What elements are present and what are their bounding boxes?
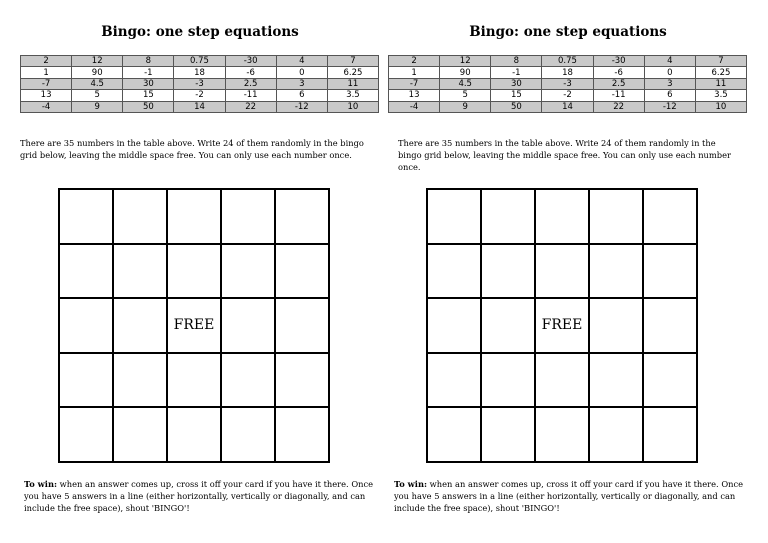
bingo-cell[interactable] xyxy=(167,244,221,299)
number-cell: -6 xyxy=(593,67,644,78)
number-cell: 18 xyxy=(174,67,225,78)
number-cell: -7 xyxy=(21,78,72,89)
bingo-cell[interactable] xyxy=(589,189,643,244)
number-cell: 7 xyxy=(327,56,378,67)
number-cell: 11 xyxy=(327,78,378,89)
win-text: when an answer comes up, cross it off your card if you have it there. Once you have 5 answers in a line (either horizontally, vertically or diagonally, and can include the free space), shout 'BINGO'! xyxy=(394,479,744,513)
bingo-cell[interactable] xyxy=(59,353,113,408)
bingo-cell[interactable] xyxy=(589,244,643,299)
number-cell: 6.25 xyxy=(327,67,378,78)
number-cell: 0.75 xyxy=(174,56,225,67)
number-cell: 3 xyxy=(644,78,695,89)
win-rules xyxy=(24,478,376,514)
bingo-cell[interactable] xyxy=(221,244,275,299)
bingo-cell[interactable] xyxy=(643,353,697,408)
bingo-cell[interactable] xyxy=(643,244,697,299)
number-cell: -11 xyxy=(593,90,644,101)
number-table-row xyxy=(21,78,379,89)
bingo-cell[interactable] xyxy=(643,407,697,462)
bingo-cell[interactable] xyxy=(481,189,535,244)
number-cell: 0 xyxy=(276,67,327,78)
number-cell: -2 xyxy=(542,90,593,101)
number-cell: 14 xyxy=(174,101,225,112)
number-cell: 2 xyxy=(21,56,72,67)
number-table-row xyxy=(21,56,379,67)
number-cell: 5 xyxy=(72,90,123,101)
bingo-cell[interactable] xyxy=(113,298,167,353)
number-cell: 4 xyxy=(276,56,327,67)
number-cell: 50 xyxy=(123,101,174,112)
number-cell: 14 xyxy=(542,101,593,112)
number-cell: -1 xyxy=(491,67,542,78)
bingo-cell[interactable] xyxy=(535,407,589,462)
bingo-cell[interactable] xyxy=(275,407,329,462)
number-table-row xyxy=(21,67,379,78)
number-cell: -11 xyxy=(225,90,276,101)
free-space: FREE xyxy=(167,298,221,353)
number-cell: 1 xyxy=(389,67,440,78)
number-cell: -7 xyxy=(389,78,440,89)
number-cell: 3.5 xyxy=(327,90,378,101)
number-cell: 6.25 xyxy=(695,67,746,78)
number-cell: -1 xyxy=(123,67,174,78)
bingo-cell[interactable] xyxy=(535,244,589,299)
number-cell: -6 xyxy=(225,67,276,78)
bingo-cell[interactable] xyxy=(535,353,589,408)
bingo-cell[interactable] xyxy=(481,353,535,408)
number-cell: 3 xyxy=(276,78,327,89)
number-cell: -2 xyxy=(174,90,225,101)
number-cell: 12 xyxy=(440,56,491,67)
number-table-row xyxy=(389,101,747,112)
number-cell: 8 xyxy=(123,56,174,67)
number-cell: 15 xyxy=(123,90,174,101)
number-cell: 90 xyxy=(72,67,123,78)
number-cell: 13 xyxy=(389,90,440,101)
bingo-cell[interactable] xyxy=(643,189,697,244)
number-table-row xyxy=(389,90,747,101)
number-cell: 2.5 xyxy=(225,78,276,89)
number-cell: -4 xyxy=(21,101,72,112)
number-cell: -3 xyxy=(174,78,225,89)
number-cell: 0 xyxy=(644,67,695,78)
number-table xyxy=(20,55,379,113)
number-table-row xyxy=(21,90,379,101)
win-label: To win: xyxy=(24,479,58,489)
bingo-cell[interactable] xyxy=(275,298,329,353)
bingo-cell[interactable] xyxy=(221,298,275,353)
bingo-cell[interactable] xyxy=(535,189,589,244)
bingo-cell[interactable] xyxy=(167,189,221,244)
bingo-cell[interactable] xyxy=(643,298,697,353)
bingo-cell[interactable] xyxy=(589,298,643,353)
number-cell: 2 xyxy=(389,56,440,67)
number-cell: -4 xyxy=(389,101,440,112)
number-table-body xyxy=(21,56,379,113)
bingo-cell[interactable] xyxy=(427,407,481,462)
number-cell: 13 xyxy=(21,90,72,101)
bingo-cell[interactable] xyxy=(113,353,167,408)
instructions-text: There are 35 numbers in the table above. Write 24 of them randomly in the bingo grid below, leaving the middle space free. You can only use each number once. xyxy=(20,138,364,160)
number-cell: 5 xyxy=(440,90,491,101)
number-cell: 6 xyxy=(276,90,327,101)
bingo-cell[interactable] xyxy=(275,189,329,244)
bingo-cell[interactable] xyxy=(427,353,481,408)
bingo-sheet-right xyxy=(388,0,748,543)
free-space: FREE xyxy=(535,298,589,353)
number-cell: 7 xyxy=(695,56,746,67)
number-cell: 11 xyxy=(695,78,746,89)
bingo-cell[interactable] xyxy=(427,189,481,244)
bingo-sheet-left xyxy=(20,0,380,543)
sheet-title: Bingo: one step equations xyxy=(101,24,299,40)
bingo-cell[interactable] xyxy=(113,407,167,462)
bingo-cell[interactable] xyxy=(167,407,221,462)
number-cell: -30 xyxy=(225,56,276,67)
bingo-cell[interactable] xyxy=(59,189,113,244)
bingo-cell[interactable] xyxy=(481,244,535,299)
bingo-cell[interactable] xyxy=(275,244,329,299)
number-cell: 22 xyxy=(225,101,276,112)
number-cell: 4.5 xyxy=(72,78,123,89)
bingo-cell[interactable] xyxy=(113,244,167,299)
number-cell: -12 xyxy=(276,101,327,112)
number-table-row xyxy=(389,56,747,67)
number-cell: 9 xyxy=(440,101,491,112)
bingo-cell[interactable] xyxy=(481,407,535,462)
number-cell: 1 xyxy=(21,67,72,78)
number-cell: 50 xyxy=(491,101,542,112)
bingo-cell[interactable] xyxy=(59,244,113,299)
number-cell: 9 xyxy=(72,101,123,112)
win-text: when an answer comes up, cross it off your card if you have it there. Once you have 5 answers in a line (either horizontally, vertically or diagonally, and can include the free space), shout 'BINGO'! xyxy=(24,479,374,513)
number-table-row xyxy=(389,78,747,89)
number-cell: 15 xyxy=(491,90,542,101)
sheet-title: Bingo: one step equations xyxy=(469,24,667,40)
number-cell: 22 xyxy=(593,101,644,112)
bingo-cell[interactable] xyxy=(221,407,275,462)
number-cell: 4.5 xyxy=(440,78,491,89)
bingo-cell[interactable] xyxy=(275,353,329,408)
number-cell: 12 xyxy=(72,56,123,67)
bingo-cell[interactable] xyxy=(589,353,643,408)
bingo-cell[interactable] xyxy=(59,298,113,353)
number-cell: 90 xyxy=(440,67,491,78)
win-label: To win: xyxy=(394,479,428,489)
win-rules xyxy=(394,478,746,514)
number-cell: -12 xyxy=(644,101,695,112)
number-cell: 2.5 xyxy=(593,78,644,89)
bingo-cell[interactable] xyxy=(427,298,481,353)
number-cell: -30 xyxy=(593,56,644,67)
number-table-body xyxy=(389,56,747,113)
number-cell: -3 xyxy=(542,78,593,89)
bingo-cell[interactable] xyxy=(589,407,643,462)
number-cell: 30 xyxy=(123,78,174,89)
bingo-cell[interactable] xyxy=(113,189,167,244)
number-cell: 10 xyxy=(695,101,746,112)
bingo-cell[interactable] xyxy=(481,298,535,353)
number-cell: 4 xyxy=(644,56,695,67)
number-cell: 6 xyxy=(644,90,695,101)
bingo-cell[interactable] xyxy=(167,353,221,408)
bingo-cell[interactable] xyxy=(221,189,275,244)
bingo-cell[interactable] xyxy=(221,353,275,408)
number-cell: 0.75 xyxy=(542,56,593,67)
number-cell: 10 xyxy=(327,101,378,112)
number-cell: 8 xyxy=(491,56,542,67)
bingo-grid xyxy=(426,188,698,463)
bingo-cell[interactable] xyxy=(427,244,481,299)
bingo-grid xyxy=(58,188,330,463)
number-table-row xyxy=(389,67,747,78)
bingo-cell[interactable] xyxy=(59,407,113,462)
number-cell: 3.5 xyxy=(695,90,746,101)
number-cell: 18 xyxy=(542,67,593,78)
number-table-row xyxy=(21,101,379,112)
number-table xyxy=(388,55,747,113)
instructions-text: There are 35 numbers in the table above. Write 24 of them randomly in the bingo grid below, leaving the middle space free. You can only use each number once. xyxy=(398,138,731,172)
number-cell: 30 xyxy=(491,78,542,89)
